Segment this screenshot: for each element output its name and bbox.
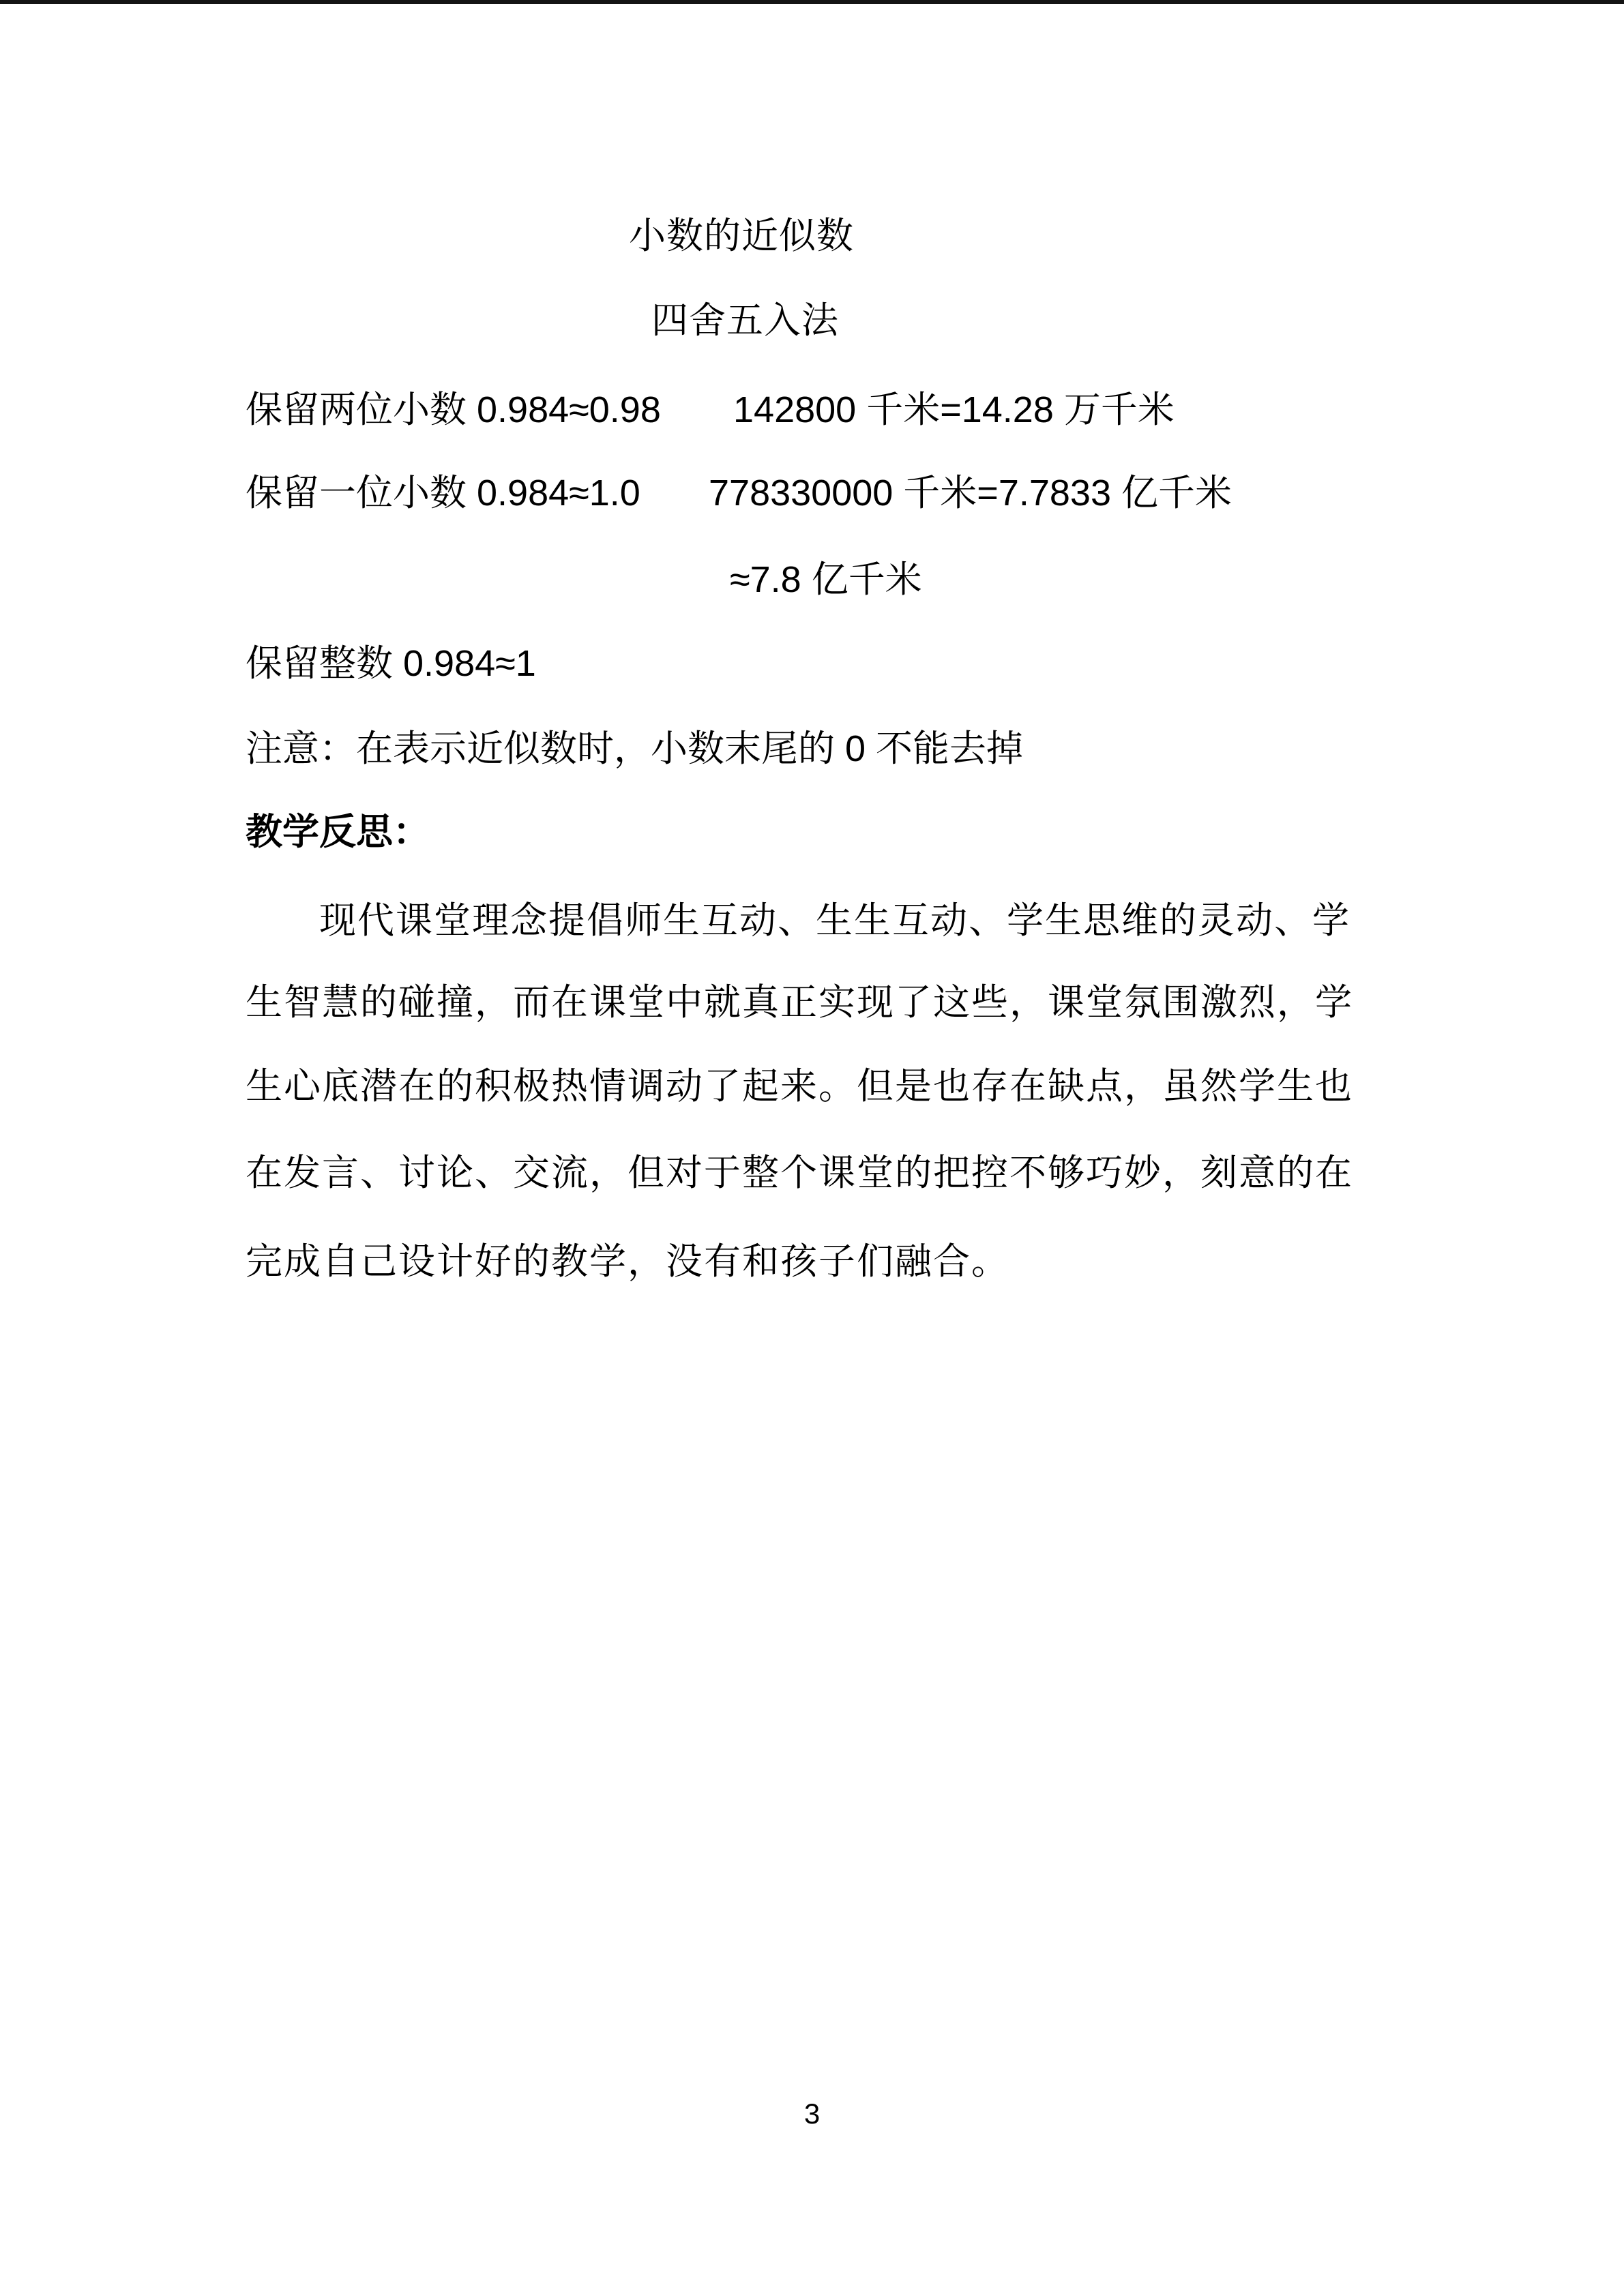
reflection-heading: 教学反思：: [246, 811, 430, 852]
example-row-keep-one-decimal: [246, 472, 1232, 514]
reflection-paragraph-line-3: 生心底潜在的积极热情调动了起来。但是也存在缺点，虽然学生也: [246, 1066, 1353, 1107]
reflection-paragraph-line-4: 在发言、讨论、交流，但对于整个课堂的把控不够巧妙，刻意的在: [246, 1152, 1353, 1193]
example-row2-right: 778330000 千米=7.7833 亿千米: [709, 473, 1232, 513]
top-border-bar: [0, 0, 1624, 4]
doc-subtitle: 四舍五入法: [651, 300, 839, 341]
example-row1-right: 142800 千米=14.28 万千米: [733, 389, 1175, 430]
doc-title: 小数的近似数: [629, 215, 854, 256]
reflection-paragraph-line-5: 完成自己设计好的教学，没有和孩子们融合。: [246, 1241, 1009, 1282]
example-row-keep-integer: 保留整数 0.984≈1: [246, 643, 536, 684]
example-row2-left: 保留一位小数 0.984≈1.0: [246, 473, 640, 513]
example-row1-left: 保留两位小数 0.984≈0.98: [246, 389, 661, 430]
reflection-paragraph-line-1: 现代课堂理念提倡师生互动、生生互动、学生思维的灵动、学: [319, 900, 1350, 941]
example-row-approx-continuation: ≈7.8 亿千米: [730, 559, 922, 600]
example-row-keep-two-decimals: [246, 389, 1175, 431]
page-number: 3: [803, 2098, 821, 2130]
note-line: 注意：在表示近似数时，小数末尾的 0 不能去掉: [246, 728, 1024, 769]
reflection-paragraph-line-2: 生智慧的碰撞，而在课堂中就真正实现了这些，课堂氛围激烈，学: [246, 982, 1353, 1023]
